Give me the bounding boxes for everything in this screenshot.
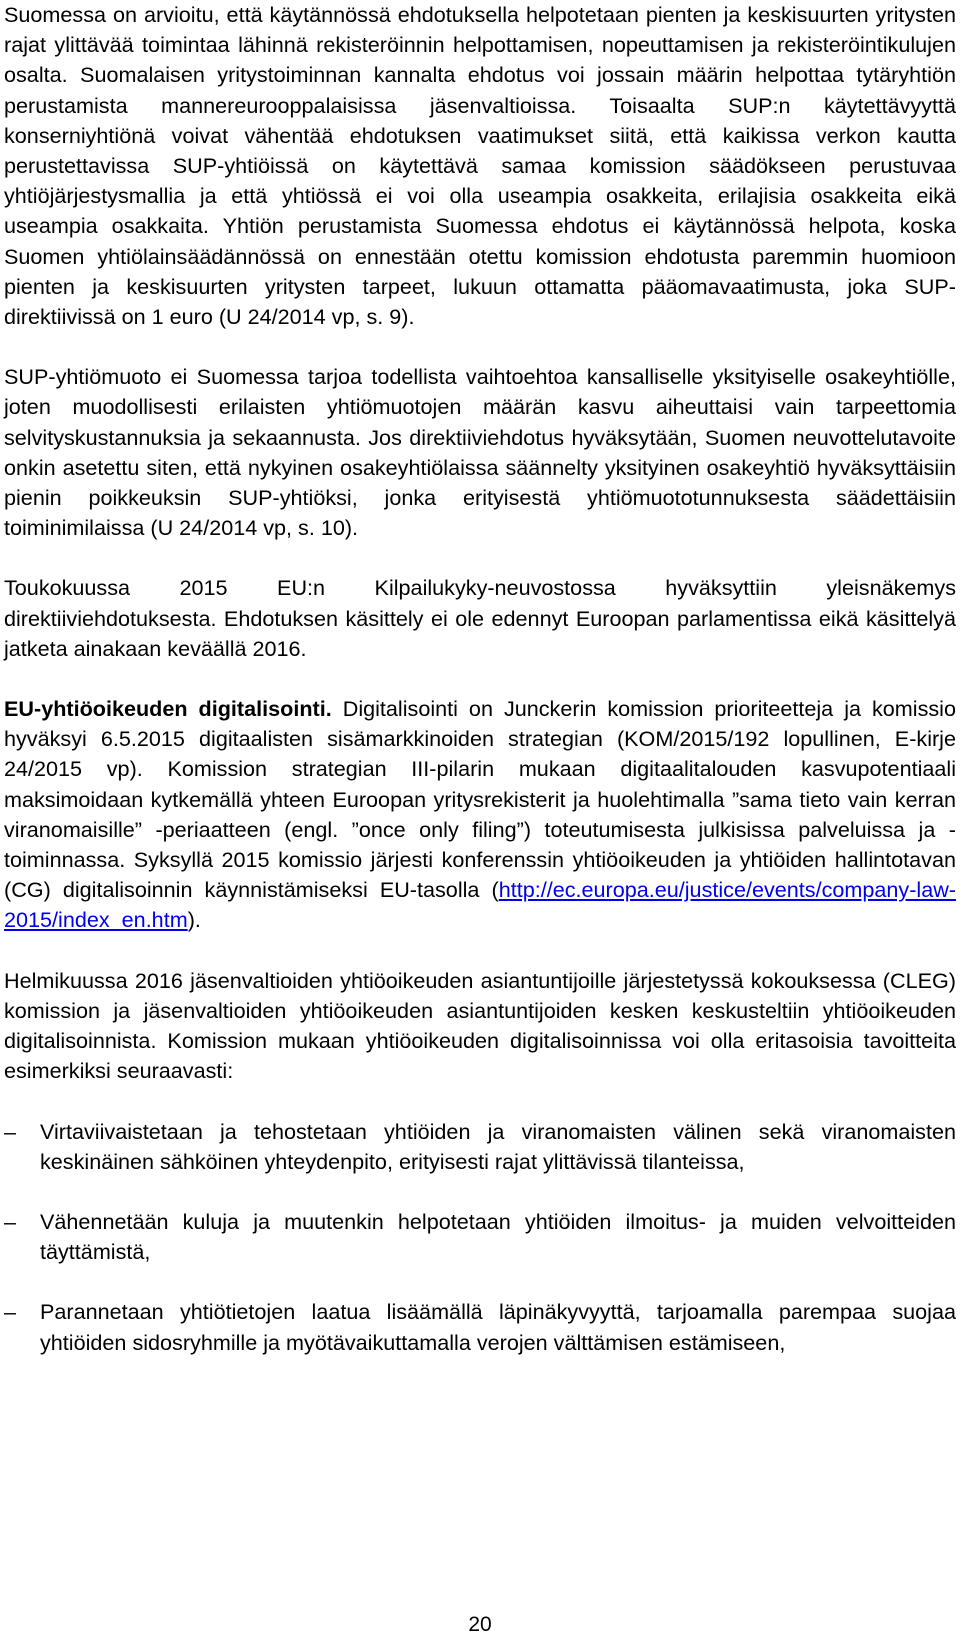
objectives-list <box>4 1117 956 1358</box>
list-item-text: Virtaviivaistetaan ja tehostetaan yhtiöiden ja viranomaisten välinen sekä viranomaisten keskinäinen sähköinen yhteydenpito, erityisesti rajat ylittävissä tilanteissa, <box>40 1118 956 1174</box>
paragraph-cleg-meeting: Helmikuussa 2016 jäsenvaltioiden yhtiöoikeuden asiantuntijoille järjestetyssä kokouksessa (CLEG) komission ja jäsenvaltioiden yhtiöoikeuden asiantuntijoiden kesken keskusteltiin yhtiöoikeuden digitalisoinnista. Komission mukaan yhtiöoikeuden digitalisoinnissa voi olla eritasoisia tavoitteita esimerkiksi seuraavasti: <box>4 967 956 1084</box>
list-item <box>4 1207 956 1267</box>
bullet-dash: – <box>4 1118 17 1144</box>
paragraph-digitalisation <box>4 694 956 936</box>
bullet-dash: – <box>4 1299 17 1325</box>
digitalisation-text-end: ). <box>187 907 201 933</box>
list-item-text: Vähennetään kuluja ja muutenkin helpotetaan yhtiöiden ilmoitus- ja muiden velvoitteiden täyttämistä, <box>40 1208 956 1265</box>
paragraph-sup-company-form: SUP-yhtiömuoto ei Suomessa tarjoa todellista vaihtoehtoa kansalliselle yksityiselle osakeyhtiölle, joten muodollisesti erilaisten yhtiömuotojen määrän kasvu aiheuttaisi vain tarpeettomia selvityskustannuksia ja sekaannusta. Jos direktiiviehdotus hyväksytään, Suomen neuvottelutavoite onkin asetettu siten, että nykyinen osakeyhtiölaissa säännelty yksityinen osakeyhtiö hyväksyttäisiin pienin poikkeuksin SUP-yhtiöksi, jonka erityisestä yhtiömuototunnuksesta säädettäisiin toiminimilaissa (U 24/2014 vp, s. 10). <box>4 364 956 541</box>
list-item-text: Parannetaan yhtiötietojen laatua lisäämällä läpinäkyvyyttä, tarjoamalla parempaa suojaa yhtiöiden sidosryhmille ja myötävaikuttamalla verojen välttämisen estämiseen, <box>40 1299 956 1355</box>
bullet-dash: – <box>4 1208 17 1234</box>
paragraph-sup-evaluation: Suomessa on arvioitu, että käytännössä ehdotuksella helpotetaan pienten ja keskisuurten yritysten rajat ylittävää toimintaa lähinnä rekisteröinnin helpottamisen, nopeuttamisen ja rekisteröintikulujen osalta. Suomalaisen yritystoiminnan kannalta ehdotus voi jossain määrin helpottaa tytäryhtiön perustamista mannereurooppalaisissa jäsenvaltioissa. Toisaalta SUP:n käytettävyyttä konserniyhtiönä voivat vähentää ehdotuksen vaatimukset siitä, että kaikissa verkon kautta perustettavissa SUP-yhtiöissä on käytettävä samaa komission säädökseen perustuvaa yhtiöjärjestysmallia ja että yhtiössä ei voi olla useampia osakkeita, erilajisia osakkeita eikä useampia osakkaita. Yhtiön perustamista Suomessa ehdotus ei käytännössä helpota, koska Suomen yhtiölainsäädännössä on ennestään otettu komission ehdotusta paremmin huomioon pienten ja keskisuurten yritysten tarpeet, lukuun ottamatta pääomavaatimusta, joka SUP-direktiivissä on 1 euro (U 24/2014 vp, s. 9). <box>4 2 956 330</box>
section-heading: EU-yhtiöoikeuden digitalisointi. <box>4 696 332 722</box>
list-item <box>4 1117 956 1177</box>
paragraph-competitiveness-council: Toukokuussa 2015 EU:n Kilpailukyky-neuvostossa hyväksyttiin yleisnäkemys direktiiviehdotuksesta. Ehdotuksen käsittely ei ole edennyt Euroopan parlamentissa eikä käsittelyä jatketa ainakaan keväällä 2016. <box>4 575 956 661</box>
conference-link[interactable]: http://ec.europa.eu/justice/events/company-law-2015/index_en.htm <box>4 877 956 933</box>
document-body <box>4 0 956 1388</box>
digitalisation-text: Digitalisointi on Junckerin komission prioriteetteja ja komissio hyväksyi 6.5.2015 digitaalisten sisämarkkinoiden strategian (KOM/2015/192 lopullinen, E-kirje 24/2015 vp). Komission strategian III-pilarin mukaan digitaalitalouden kasvupotentiaali maksimoidaan kytkemällä yhteen Euroopan yritysrekisterit ja huolehtimalla ”sama tieto vain kerran viranomaisille” -periaatteen (engl. ”once only filing”) toteutumisesta julkisissa palveluissa ja -toiminnassa. Syksyllä 2015 komissio järjesti konferenssin yhtiöoikeuden ja yhtiöiden hallintotavan (CG) digitalisoinnin käynnistämiseksi EU-tasolla ( <box>4 696 956 903</box>
list-item <box>4 1297 956 1357</box>
page-number: 20 <box>468 1613 492 1636</box>
